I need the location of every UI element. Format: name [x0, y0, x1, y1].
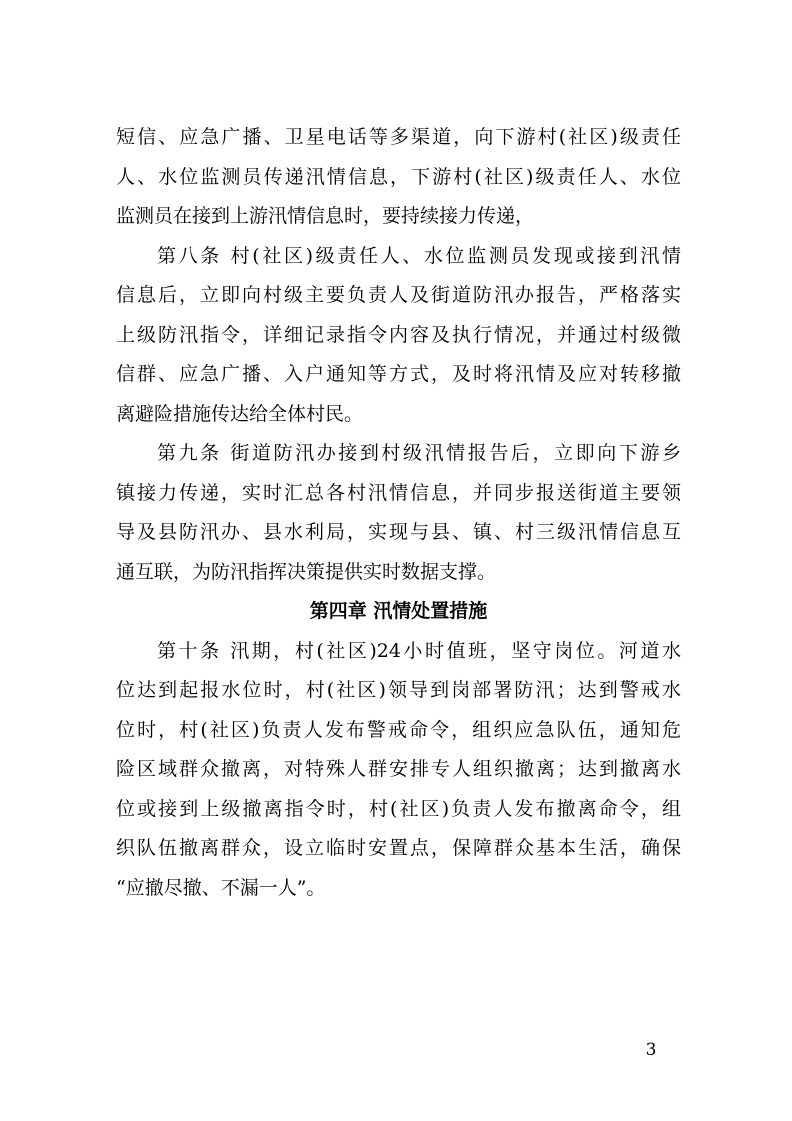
- text-line: 人、水位监测员传递汛情信息，下游村(社区)级责任人、水位: [116, 165, 681, 188]
- article-10-first-line: 第十条 汛期，村(社区)24小时值班，坚守岗位。河道水: [157, 639, 681, 662]
- text-line: 导及县防汛办、县水利局，实现与县、镇、村三级汛情信息互: [116, 521, 681, 543]
- text-line: 上级防汛指令，详细记录指令内容及执行情况，并通过村级微: [116, 323, 681, 346]
- text-line: 通互联，为防汛指挥决策提供实时数据支撑。: [116, 560, 497, 583]
- text-line: 离避险措施传达给全体村民。: [116, 402, 364, 425]
- text-line: 织队伍撤离群众，设立临时安置点，保障群众基本生活，确保: [116, 837, 681, 859]
- article-8-first-line: 第八条 村(社区)级责任人、水位监测员发现或接到汛情: [157, 244, 681, 267]
- text-line: 镇接力传递，实时汇总各村汛情信息，并同步报送街道主要领: [116, 481, 681, 504]
- text-line: 位时，村(社区)负责人发布警戒命令，组织应急队伍，通知危: [116, 718, 681, 741]
- text-line: 短信、应急广播、卫星电话等多渠道，向下游村(社区)级责任: [116, 126, 681, 148]
- text-line: “应撤尽撤、不漏一人”。: [116, 876, 326, 899]
- text-line: 信群、应急广播、入户通知等方式，及时将汛情及应对转移撤: [116, 363, 681, 385]
- article-9-first-line: 第九条 街道防汛办接到村级汛情报告后，立即向下游乡: [157, 442, 681, 464]
- text-line: 监测员在接到上游汛情信息时，要持续接力传递，: [116, 205, 535, 227]
- page-number: 3: [645, 1040, 657, 1060]
- chapter-heading: 第四章 汛情处置措施: [309, 600, 488, 622]
- text-line: 信息后，立即向村级主要负责人及街道防汛办报告，严格落实: [116, 284, 681, 306]
- text-line: 位达到起报水位时，村(社区)领导到岗部署防汛；达到警戒水: [116, 679, 681, 701]
- text-line: 险区域群众撤离，对特殊人群安排专人组织撤离；达到撤离水: [116, 758, 681, 780]
- body-text: [116, 118, 681, 908]
- text-line: 位或接到上级撤离指令时，村(社区)负责人发布撤离命令，组: [116, 797, 681, 820]
